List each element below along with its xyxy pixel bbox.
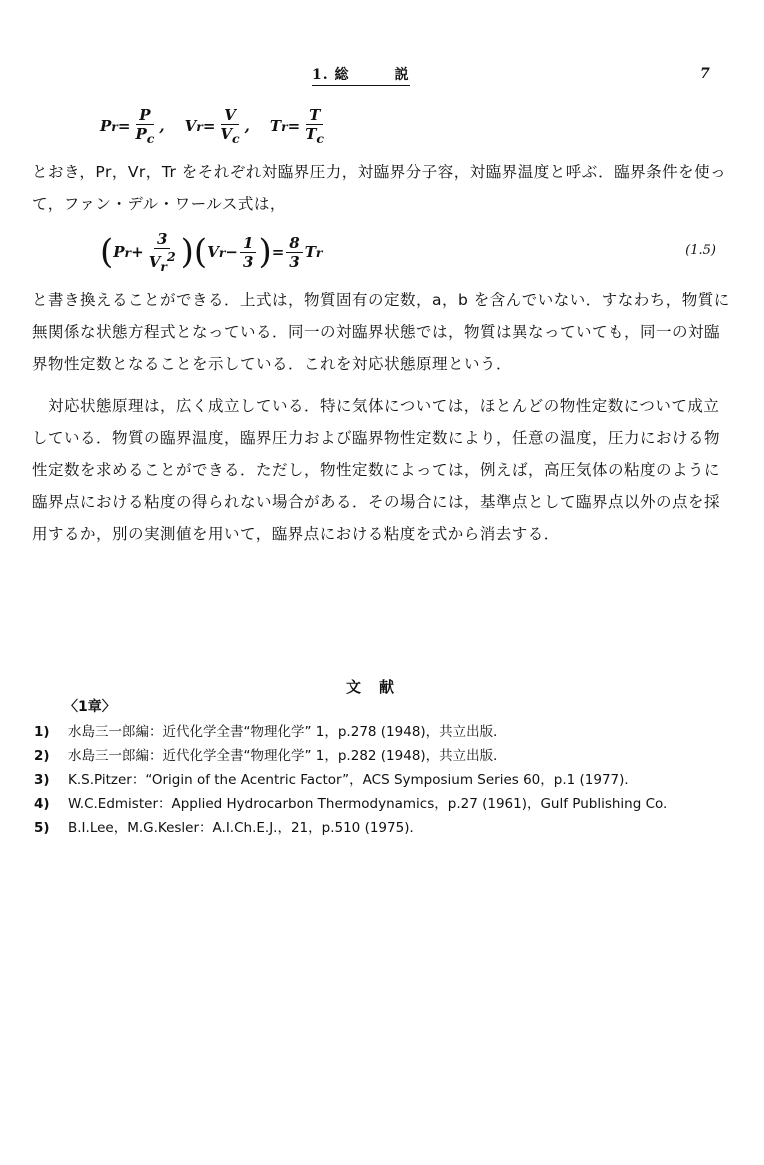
reference-list: [34, 720, 734, 840]
equation-number: (1.5): [685, 243, 716, 258]
references-heading: 文献: [346, 678, 413, 696]
reduced-pressure-definition: P r = $\frac{P}{P_c}$ ,: [100, 106, 165, 146]
running-header-title: 1. 総 説: [312, 64, 410, 86]
body-paragraph-2: と書き換えることができる．上式は，物質固有の定数，a，b を含んでいない．すなわち，物質に無関係な状態方程式となっている．同一の対臨界状態では，物質は異なっていても，同一の対臨界物性定数となることを示している．これを対応状態原理という．: [32, 291, 730, 373]
reduced-variables-equation: [100, 102, 349, 150]
reduced-volume-definition: V r = $\frac{V}{V_c}$ ,: [184, 106, 250, 146]
reference-item: 4) W.C.Edmister：Applied Hydrocarbon Thermodynamics，p.27 (1961)，Gulf Publishing Co.: [34, 796, 668, 812]
reduced-van-der-waals-equation: ( P r + $\frac{3}{V_r^2}$ ) ( V r − $\frac{1}{3}$ ) = $\frac{8}{3}$ T r (1.5): [100, 230, 716, 274]
reference-item: 1) 水島三一郎編：近代化学全書“物理化学” 1，p.278 (1948)，共立出版．: [34, 724, 507, 740]
reference-item: 2) 水島三一郎編：近代化学全書“物理化学” 1，p.282 (1948)，共立出版．: [34, 748, 507, 764]
page-number: 7: [700, 66, 710, 82]
reference-item: 5) B.I.Lee，M.G.Kesler：A.I.Ch.E.J.，21，p.510 (1975)．: [34, 820, 423, 836]
references-chapter-label: 〈1章〉: [64, 699, 116, 715]
body-paragraph-3: 対応状態原理は，広く成立している．特に気体については，ほとんどの物性定数について成立している．物質の臨界温度，臨界圧力および臨界物性定数により，任意の温度，圧力における物性定数を求めることができる．ただし，物性定数によっては，例えば，高圧気体の粘度のように臨界点における粘度の得られない場合がある．その場合には，基準点として臨界点以外の点を採用するか，別の実測値を用いて，臨界点における粘度を式から消去する．: [32, 397, 721, 543]
body-paragraph-1: とおき，Pr，Vr，Tr をそれぞれ対臨界圧力，対臨界分子容，対臨界温度と呼ぶ．臨界条件を使って，ファン・デル・ワールス式は，: [32, 163, 727, 213]
reference-item: 3) K.S.Pitzer：“Origin of the Acentric Factor”，ACS Symposium Series 60，p.1 (1977)．: [34, 772, 638, 788]
reduced-temperature-definition: T r = $\frac{T}{T_c}$: [269, 106, 325, 146]
